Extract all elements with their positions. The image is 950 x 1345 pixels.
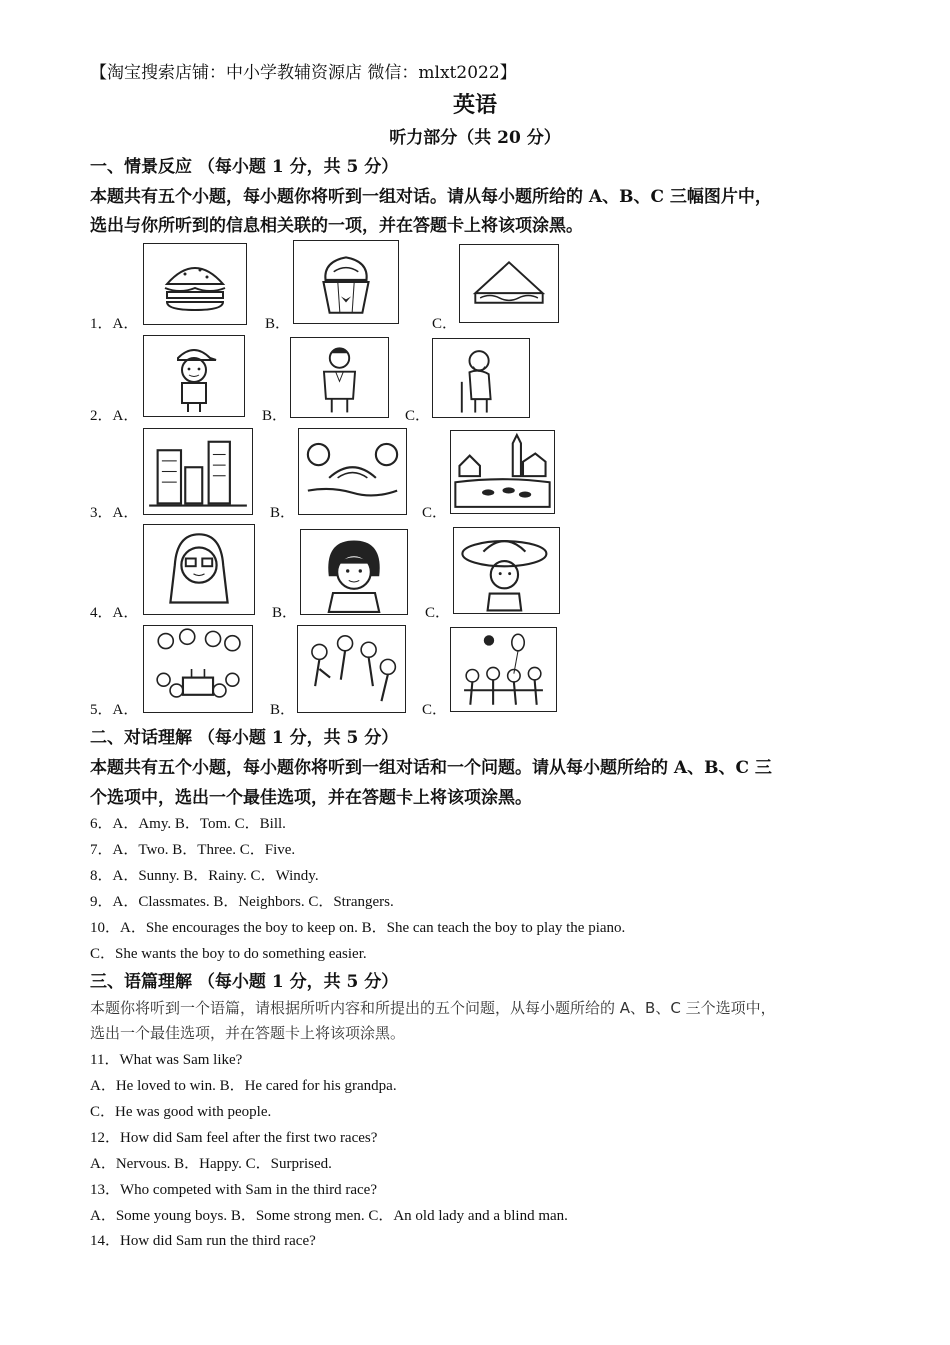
question-9: 9．A．Classmates. B．Neighbors. C．Strangers. <box>90 894 394 910</box>
q1-label-a: 1．A． <box>90 316 139 332</box>
question-14: 14．How did Sam run the third race? <box>90 1233 316 1249</box>
q3-label-c: C． <box>422 505 448 521</box>
q4-label-c: C． <box>425 605 451 621</box>
question-10: 10．A．She encourages the boy to keep on. B．She can teach the boy to play the piano. <box>90 920 626 936</box>
q5-label-c: C． <box>422 702 448 718</box>
section3-instruction-2: 选出一个最佳选项，并在答题卡上将该项涂黑。 <box>90 1024 406 1042</box>
q3-label-a: 3．A． <box>90 505 139 521</box>
question-11: 11．What was Sam like? <box>90 1052 243 1068</box>
girl-glasses-icon[interactable] <box>143 524 255 615</box>
man-suit-icon[interactable] <box>290 337 389 418</box>
question-13: 13．Who competed with Sam in the third race? <box>90 1182 377 1198</box>
page-subtitle: 听力部分（共 20 分） <box>389 128 561 148</box>
section2-heading: 二、对话理解 （每小题 1 分，共 5 分） <box>90 728 399 748</box>
old-man-icon[interactable] <box>432 338 530 418</box>
question-12-options: A．Nervous. B．Happy. C．Surprised. <box>90 1156 332 1172</box>
question-12: 12．How did Sam feel after the first two races? <box>90 1130 378 1146</box>
hamburger-icon[interactable] <box>143 243 247 325</box>
question-6: 6．A．Amy. B．Tom. C．Bill. <box>90 816 286 832</box>
q4-label-a: 4．A． <box>90 605 139 621</box>
page-title: 英语 <box>452 92 497 118</box>
section3-instruction-1: 本题你将听到一个语篇，请根据所听内容和所提出的五个问题，从每小题所给的 A、B、C 三个选项中， <box>90 999 776 1017</box>
section3-heading: 三、语篇理解 （每小题 1 分，共 5 分） <box>90 972 399 992</box>
q1-label-b: B． <box>265 316 291 332</box>
q3-label-b: B． <box>270 505 296 521</box>
section2-instruction-2: 个选项中，选出一个最佳选项，并在答题卡上将该项涂黑。 <box>90 788 532 808</box>
boy-cap-icon[interactable] <box>143 335 245 417</box>
q2-label-a: 2．A． <box>90 408 139 424</box>
q4-label-b: B． <box>272 605 298 621</box>
question-13-options: A．Some young boys. B．Some strong men. C．An old lady and a blind man. <box>90 1208 568 1224</box>
girl-hat-icon[interactable] <box>453 527 560 614</box>
section1-instruction-2: 选出与你所听到的信息相关联的一项，并在答题卡上将该项涂黑。 <box>90 216 583 236</box>
question-11-options-ab: A．He loved to win. B．He cared for his grandpa. <box>90 1078 397 1094</box>
q2-label-b: B． <box>262 408 288 424</box>
q2-label-c: C． <box>405 408 431 424</box>
park-bridge-icon[interactable] <box>298 428 407 515</box>
cupcake-icon[interactable] <box>293 240 399 324</box>
section1-heading: 一、情景反应 （每小题 1 分，共 5 分） <box>90 157 399 177</box>
question-11-option-c: C．He was good with people. <box>90 1104 272 1120</box>
section2-instruction-1: 本题共有五个小题，每小题你将听到一组对话和一个问题。请从每小题所给的 A、B、C 三 <box>90 758 772 778</box>
q5-label-b: B． <box>270 702 296 718</box>
q1-label-c: C． <box>432 316 458 332</box>
city-buildings-icon[interactable] <box>143 428 253 515</box>
q5-label-a: 5．A． <box>90 702 139 718</box>
birthday-party-icon[interactable] <box>143 625 253 713</box>
page-header-ad: 【淘宝搜索店铺：中小学教辅资源店 微信：mlxt2022】 <box>90 63 517 83</box>
question-10-option-c: C．She wants the boy to do something easier. <box>90 946 367 962</box>
countryside-icon[interactable] <box>450 430 555 514</box>
section1-instruction-1: 本题共有五个小题，每小题你将听到一组对话。请从每小题所给的 A、B、C 三幅图片中， <box>90 187 772 207</box>
girl-bangs-icon[interactable] <box>300 529 408 615</box>
kids-balloons-icon[interactable] <box>450 627 557 712</box>
kids-playing-icon[interactable] <box>297 625 406 713</box>
question-7: 7．A．Two. B．Three. C．Five. <box>90 842 296 858</box>
question-8: 8．A．Sunny. B．Rainy. C．Windy. <box>90 868 319 884</box>
sandwich-icon[interactable] <box>459 244 559 323</box>
